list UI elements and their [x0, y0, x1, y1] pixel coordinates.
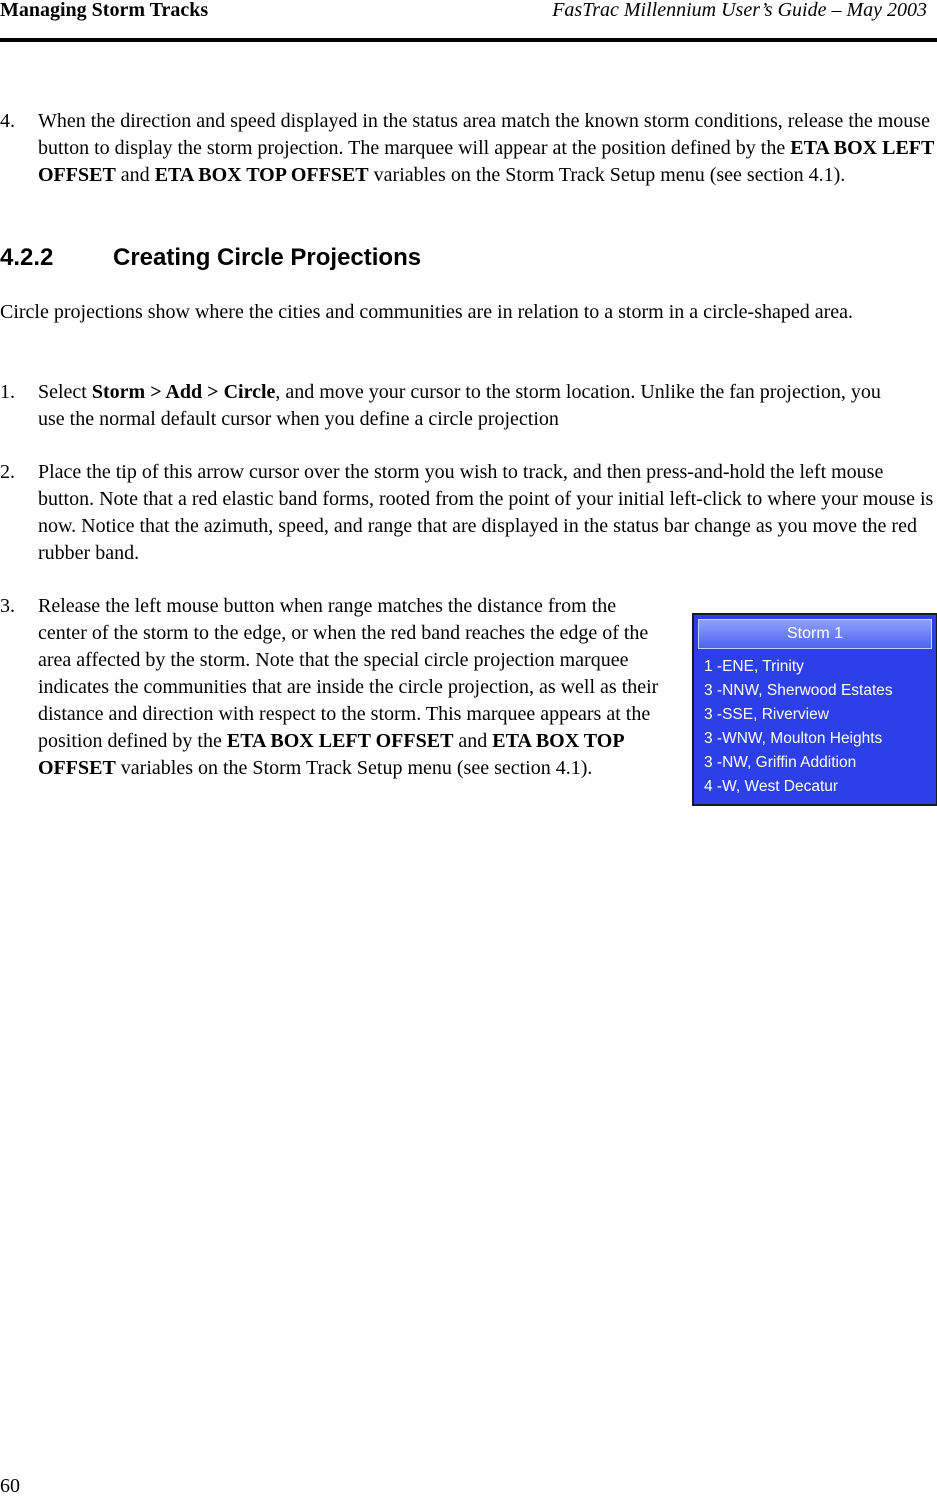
page-header	[0, 0, 937, 42]
storm-marquee-title: Storm 1	[698, 619, 932, 649]
step-3	[0, 593, 660, 782]
step-number: 4.	[0, 110, 15, 132]
step-text: Release the left mouse button when range matches the distance from the center of the storm to the edge, or when the red band reaches the edge of the area affected by the storm. Note that the special circle projection marquee indicates the communities that are inside the circle projection, as well as their distance and direction with respect to the storm. This marquee appears at the position defined by the ETA BOX LEFT OFFSET and ETA BOX TOP OFFSET variables on the Storm Track Setup menu (see section 4.1).	[38, 595, 659, 779]
section-heading	[0, 243, 421, 273]
step-2	[0, 459, 937, 567]
list-item: 3 -SSE, Riverview	[704, 706, 829, 723]
storm-marquee	[692, 613, 937, 806]
list-item: 1 -ENE, Trinity	[704, 658, 804, 675]
storm-community-list	[704, 655, 893, 799]
page-number: 60	[0, 1475, 20, 1497]
list-item: 3 -NW, Griffin Addition	[704, 754, 857, 771]
list-item: 4 -W, West Decatur	[704, 778, 839, 795]
document-title: FasTrac Millennium User’s Guide – May 2003	[552, 0, 927, 21]
list-item: 3 -NNW, Sherwood Estates	[704, 682, 893, 699]
chapter-title: Managing Storm Tracks	[0, 0, 209, 21]
step-number: 2.	[0, 461, 15, 483]
intro-paragraph: Circle projections show where the cities and communities are in relation to a storm in a circle-shaped area.	[0, 301, 854, 323]
step-text: Place the tip of this arrow cursor over the storm you wish to track, and then press-and-hold the left mouse button. Note that a red elastic band forms, rooted from the point of your initial left-click to where your mouse is now. Notice that the azimuth, speed, and range that are displayed in the status bar change as you move the red rubber band.	[38, 461, 934, 564]
list-item: 3 -WNW, Moulton Heights	[704, 730, 883, 747]
step-number: 1.	[0, 381, 15, 403]
step-text: Select Storm > Add > Circle, and move your cursor to the storm location. Unlike the fan projection, you use the normal default cursor when you define a circle projection	[38, 381, 881, 430]
step-4	[0, 108, 937, 189]
step-text: When the direction and speed displayed in the status area match the known storm conditions, release the mouse button to display the storm projection. The marquee will appear at the position defined by the ETA BOX LEFT OFFSET and ETA BOX TOP OFFSET variables on the Storm Track Setup menu (see section 4.1).	[38, 110, 934, 186]
section-title: Creating Circle Projections	[113, 244, 422, 271]
step-number: 3.	[0, 595, 15, 617]
step-1	[0, 379, 937, 433]
section-number: 4.2.2	[0, 244, 54, 271]
